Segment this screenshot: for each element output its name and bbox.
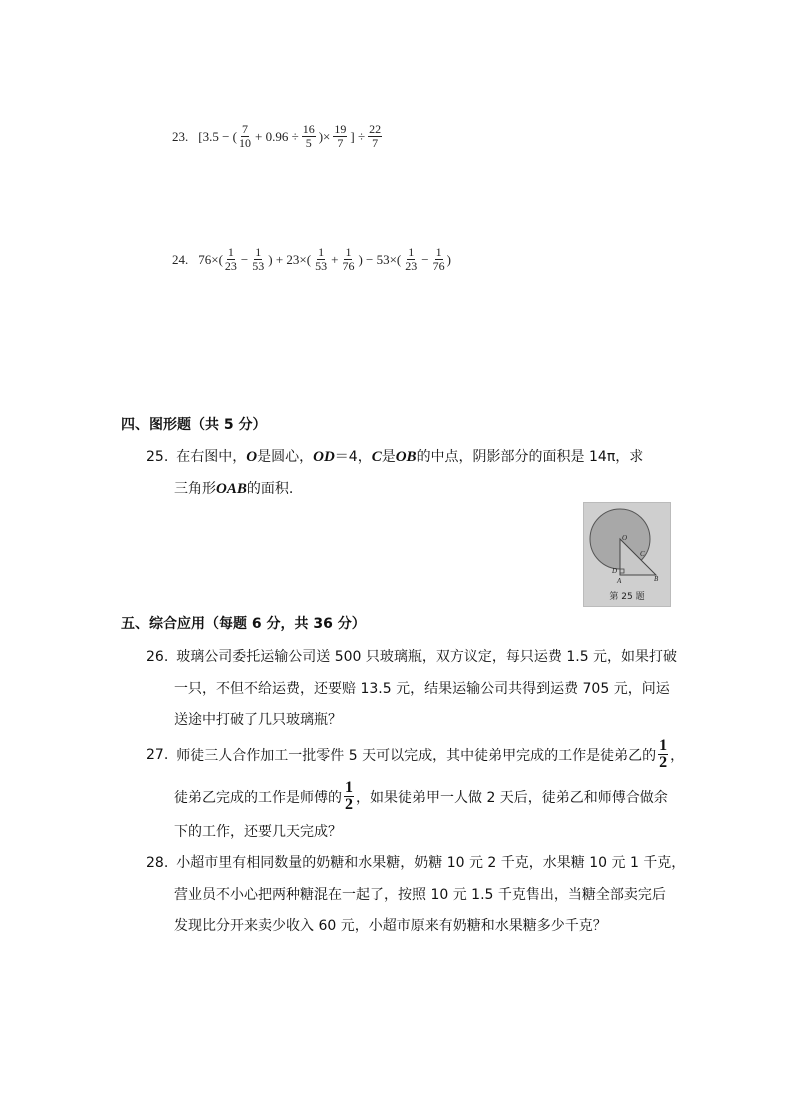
figure-caption: 第 25 题 [609,592,645,602]
problem-25-line-2: 三角形OAB的面积. [174,481,294,497]
problem-26-line-1: 26. 玻璃公司委托运输公司送 500 只玻璃瓶，双方议定，每只运费 1.5 元，如果打破 [146,649,678,665]
problem-26-line-2: 一只，不但不给运费，还要赔 13.5 元，结果运输公司共得到运费 705 元，问运 [174,681,670,697]
problem-27-line-3: 下的工作，还要几天完成？ [174,824,342,840]
svg-text:B: B [654,575,659,583]
problem-number: 26. [146,649,169,665]
problem-26-line-3: 送途中打破了几只玻璃瓶？ [174,712,342,728]
section-5-heading: 五、综合应用（每题 6 分，共 36 分） [121,616,366,632]
fraction: $\frac{1}{76}$ [342,245,355,273]
fraction: $\frac{7}{10}$ [239,122,251,150]
svg-text:O: O [622,534,628,542]
problem-number: 24. [172,251,189,267]
fraction: $\frac{16}{5}$ [302,122,315,150]
fraction-half: $\frac{1}{2}$ [345,779,353,813]
fraction: $\frac{22}{7}$ [369,122,382,150]
circle-triangle-diagram [584,503,670,606]
problem-27-line-1: 27. 师徒三人合作加工一批零件 5 天可以完成，其中徒弟甲完成的工作是徒弟乙的 $\frac{1}{2}$ ， [146,737,685,771]
problem-number: 23. [172,128,189,144]
problem-25-line-1: 25. 在右图中，O是圆心，OD＝4，C是OB的中点，阴影部分的面积是 14π，求 [146,449,644,465]
section-4-heading: 四、图形题（共 5 分） [121,417,267,433]
svg-text:A: A [617,577,622,585]
fraction: $\frac{1}{76}$ [432,245,445,273]
problem-27-line-2: 徒弟乙完成的工作是师傅的 $\frac{1}{2}$ ，如果徒弟甲一人做 2 天后，徒弟乙和师傅合做余 [174,779,668,813]
fraction: $\frac{19}{7}$ [334,122,347,150]
problem-28-line-2: 营业员不小心把两种糖混在一起了，按照 10 元 1.5 千克售出，当糖全部卖完后 [174,887,666,903]
problem-number: 28. [146,855,169,871]
fraction: $\frac{1}{53}$ [252,245,265,273]
fraction: $\frac{1}{23}$ [405,245,418,273]
problem-number: 25. [146,449,169,465]
problem-23: 23. [3.5 − ( $\frac{7}{10}$ + 0.96 ÷ $\frac{16}{5}$ )× $\frac{19}{7}$ ] ÷ $\frac{22}{7}$ [172,122,382,150]
problem-24: 24. 76×( $\frac{1}{23}$ − $\frac{1}{53}$ ) + 23×( $\frac{1}{53}$ + $\frac{1}{76}$ ) − 53×( $\frac{1}{23}$ − $\frac{1}{76}$ ) [172,245,451,273]
problem-28-line-1: 28. 小超市里有相同数量的奶糖和水果糖，奶糖 10 元 2 千克，水果糖 10 元 1 千克， [146,855,686,871]
figure-25 [583,502,671,607]
problem-number: 27. [146,746,169,763]
svg-text:C: C [640,550,645,558]
fraction: $\frac{1}{23}$ [224,245,237,273]
fraction-half: $\frac{1}{2}$ [659,737,668,771]
fraction: $\frac{1}{53}$ [315,245,328,273]
svg-text:D: D [612,567,618,575]
problem-28-line-3: 发现比分开来卖少收入 60 元，小超市原来有奶糖和水果糖多少千克？ [174,918,607,934]
